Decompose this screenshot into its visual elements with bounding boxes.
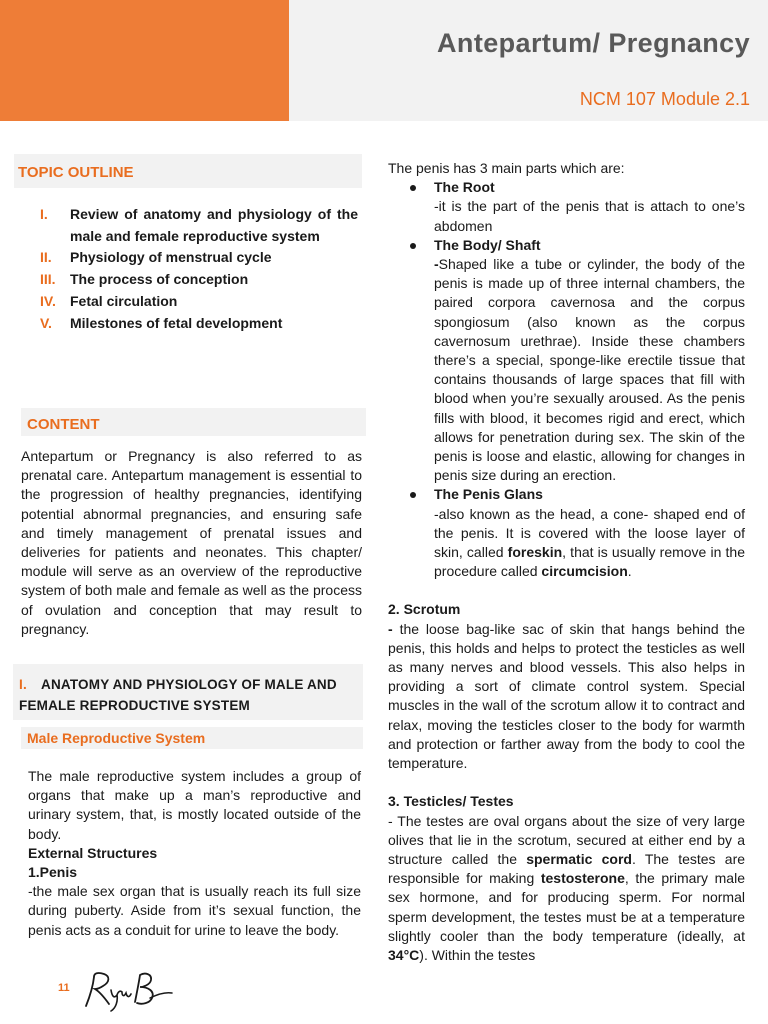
topic-outline-list: [40, 204, 358, 334]
penis-heading: 1.Penis: [28, 864, 78, 881]
header-accent-block: [0, 0, 289, 121]
male-system-intro: The male reproductive system includes a group of organs that make up a man’s reproductive and urinary system, that, is mostly located outside of the body.: [28, 768, 361, 842]
topic-outline-heading: TOPIC OUTLINE: [14, 154, 362, 188]
outline-item: III. The process of conception: [40, 271, 249, 288]
scrotum-text: - the loose bag-like sac of skin that hangs behind the penis, this holds and helps to protect the testicles as well as many nerves and blood vessels. This also helps in providing a sort of climate control system. Special muscles in the wall of the scrotum allow it to contract and relax, moving the testicles closer to the body for warmth and protection or farther away from the body to cool the temperature.: [388, 620, 745, 772]
body-shaft-text: -Shaped like a tube or cylinder, the body of the penis is made up of three internal chambers, the paired corpora cavernosa and the corpus spongiosum (also known as the corpus cavernosum urethrae). Inside these chambers there’s a special, sponge-like erectile tissue that contains thousands of large spaces that fill with blood when you’re sexually aroused. As the penis fills with blood, it becomes rigid and erect, which allows for penetration during sex. The skin of the penis is loose and elastic, allowing for changes in penis size during an erection.: [434, 256, 745, 484]
testes-heading: 3. Testicles/ Testes: [388, 793, 514, 810]
module-subtitle: NCM 107 Module 2.1: [579, 89, 750, 109]
outline-item: IV. Fetal circulation: [40, 292, 178, 309]
male-reproductive-subheading: Male Reproductive System: [21, 727, 363, 749]
page-number: 11: [58, 982, 70, 994]
body-shaft-title: The Body/ Shaft: [434, 236, 541, 253]
glans-title: The Penis Glans: [434, 486, 543, 503]
outline-item: V. Milestones of fetal development: [40, 314, 283, 331]
content-intro-paragraph: Antepartum or Pregnancy is also referred to as prenatal care. Antepartum management is essential to the progression of healthy pregnancies, identifying potential abnormal pregnancies, and ensuring safe and timely management of prenatal issues and deliveries for patients and neonates. This chapter/ module will serve as an overview of the reproductive system of both male and female as well as the process of ovulation and conception that may result to pregnancy.: [21, 448, 362, 637]
bullet-root: [388, 178, 745, 236]
outline-item: II. Physiology of menstrual cycle: [40, 249, 272, 266]
page-title: Antepartum/ Pregnancy: [437, 28, 750, 58]
penis-parts-intro: The penis has 3 main parts which are:: [388, 160, 625, 176]
external-structures-heading: External Structures: [28, 844, 158, 861]
section-anatomy-heading: I. ANATOMY AND PHYSIOLOGY OF MALE AND FEMALE REPRODUCTIVE SYSTEM: [13, 664, 363, 720]
content-heading: CONTENT: [21, 408, 366, 436]
penis-parts-list: [388, 178, 745, 581]
bullet-body-shaft: [388, 236, 745, 486]
glans-text: -also known as the head, a cone- shaped end of the penis. It is covered with the loose layer of skin, called foreskin, that is usually remove in the procedure called circumcision.: [434, 505, 745, 580]
scrotum-heading: 2. Scrotum: [388, 601, 461, 618]
root-title: The Root: [434, 179, 495, 196]
signature-image: [80, 968, 176, 1014]
male-system-text: [28, 767, 361, 940]
testes-text: - The testes are oval organs about the size of very large olives that lie in the scrotum, secured at either end by a structure called the spermatic cord. The testes are responsible for making testosterone, the primary male sex hormone, and for producing sperm. For normal sperm development, the testes must be at a temperature slightly cooler than the body temperature (ideally, at 34°C). Within the testes: [388, 812, 746, 963]
outline-item: I. Review of anatomy and physiology of the male and female reproductive system: [40, 206, 358, 244]
bullet-glans: [388, 485, 745, 581]
penis-description: -the male sex organ that is usually reach its full size during puberty. Aside from it’s sexual function, the penis acts as a conduit for urine to leave the body.: [28, 883, 361, 938]
root-text: -it is the part of the penis that is attach to one’s abdomen: [434, 198, 745, 234]
right-column: [388, 159, 745, 965]
